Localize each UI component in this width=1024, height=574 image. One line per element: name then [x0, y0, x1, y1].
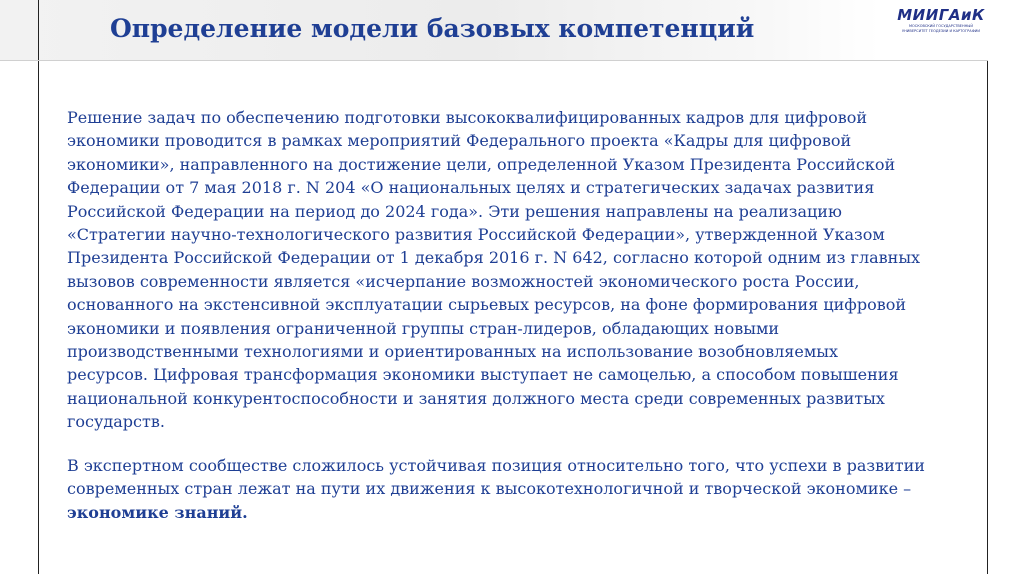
logo-subtitle: МОСКОВСКИЙ ГОСУДАРСТВЕННЫЙ УНИВЕРСИТЕТ ГЕОДЕЗИИ И КАРТОГРАФИИ — [902, 24, 980, 33]
text-line: основанного на экстенсивной эксплуатации сырьевых ресурсов, на фоне формирования цифровой — [67, 295, 906, 315]
page-title: Определение модели базовых компетенций — [110, 14, 755, 43]
text-line: Российской Федерации на период до 2024 года». Эти решения направлены на реализацию — [67, 201, 842, 221]
header-divider — [0, 60, 988, 61]
text-line: ресурсов. Цифровая трансформация экономики выступает не самоцелью, а способом повышения — [67, 365, 899, 385]
paragraph-2 — [67, 454, 982, 524]
right-divider — [987, 60, 988, 574]
text-line-emphasis: экономике знаний. — [67, 502, 248, 522]
text-line: В экспертном сообществе сложилось устойчивая позиция относительно того, что успехи в развитии — [67, 455, 925, 475]
text-line: производственными технологиями и ориентированных на использование возобновляемых — [67, 342, 839, 362]
text-line: Президента Российской Федерации от 1 декабря 2016 г. N 642, согласно которой одним из главных — [67, 248, 921, 268]
text-line: национальной конкурентоспособности и занятия должного места среди современных развитых — [67, 388, 885, 408]
paragraph-1 — [67, 106, 982, 434]
text-line: экономики», направленного на достижение цели, определенной Указом Президента Российской — [67, 154, 896, 174]
slide-body — [67, 106, 982, 524]
logo-name: МИИГАиК — [897, 6, 985, 24]
text-line: вызовов современности является «исчерпание возможностей экономического роста России, — [67, 271, 860, 291]
text-line: государств. — [67, 412, 165, 432]
text-line: экономики и появления ограниченной группы стран-лидеров, обладающих новыми — [67, 318, 780, 338]
university-logo — [896, 6, 986, 52]
text-line: Решение задач по обеспечению подготовки высококвалифицированных кадров для цифровой — [67, 108, 868, 127]
text-line: экономики проводится в рамках мероприятий Федерального проекта «Кадры для цифровой — [67, 131, 852, 151]
left-divider — [38, 0, 39, 574]
text-line: современных стран лежат на пути их движения к высокотехнологичной и творческой экономике – — [67, 479, 912, 499]
text-line: Федерации от 7 мая 2018 г. N 204 «О национальных целях и стратегических задачах развития — [67, 178, 875, 198]
text-line: «Стратегии научно-технологического развития Российской Федерации», утвержденной Указом — [67, 225, 885, 245]
